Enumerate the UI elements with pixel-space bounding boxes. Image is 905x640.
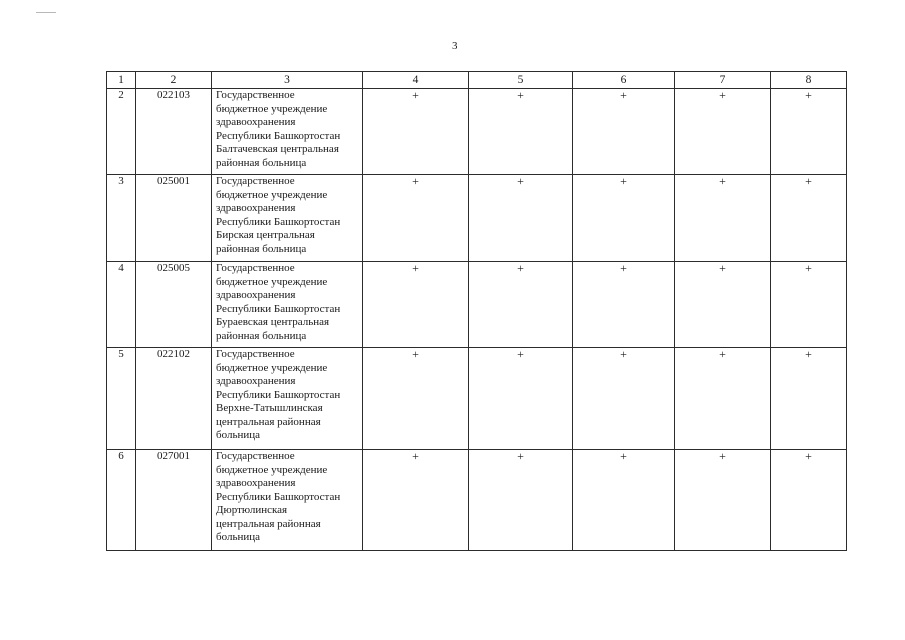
institution-name-line: центральная районная — [216, 517, 321, 530]
mark-cell: + — [771, 348, 847, 450]
column-number-header: 1 — [107, 72, 136, 89]
mark-cell: + — [363, 89, 469, 175]
column-number-row — [107, 72, 847, 89]
institution-name — [212, 89, 363, 175]
mark-cell: + — [675, 348, 771, 450]
institution-code: 025001 — [136, 175, 212, 262]
institution-name-line: бюджетное учреждение — [216, 463, 328, 476]
institution-name-line: Государственное — [216, 262, 295, 274]
institution-name-line: районная больница — [216, 156, 307, 169]
mark-cell: + — [675, 262, 771, 348]
institution-name-line: Республики Башкортостан — [216, 490, 341, 503]
institution-name-line: бюджетное учреждение — [216, 188, 328, 201]
table-row — [107, 348, 847, 450]
mark-cell: + — [771, 262, 847, 348]
table-row — [107, 262, 847, 348]
mark-cell: + — [469, 175, 573, 262]
institution-name-line: здравоохранения — [216, 202, 296, 214]
institution-code: 022103 — [136, 89, 212, 175]
institution-name — [212, 175, 363, 262]
row-number: 5 — [107, 348, 136, 450]
institution-name-line: здравоохранения — [216, 289, 296, 301]
table-row — [107, 89, 847, 175]
institution-name-line: Государственное — [216, 348, 295, 360]
institution-name-line: больница — [216, 531, 260, 543]
institution-name-line: Дюртюлинская — [216, 504, 288, 516]
institution-name-line: Республики Башкортостан — [216, 215, 341, 228]
column-number-header: 6 — [573, 72, 675, 89]
institution-name-line: здравоохранения — [216, 477, 296, 489]
column-number-header: 5 — [469, 72, 573, 89]
institution-name-line: Республики Башкортостан — [216, 129, 341, 142]
scan-corner-mark — [36, 12, 56, 13]
mark-cell: + — [675, 89, 771, 175]
mark-cell: + — [469, 450, 573, 551]
institution-name-line: Республики Башкортостан — [216, 302, 341, 315]
row-number: 3 — [107, 175, 136, 262]
institution-name-line: районная больница — [216, 329, 307, 342]
institution-name-line: Верхне-Татышлинская — [216, 402, 323, 414]
institution-name-line: бюджетное учреждение — [216, 275, 328, 288]
institution-code: 025005 — [136, 262, 212, 348]
institution-name-line: Государственное — [216, 89, 295, 101]
mark-cell: + — [573, 175, 675, 262]
page-number: 3 — [452, 40, 458, 52]
column-number-header: 4 — [363, 72, 469, 89]
institution-name-line: Республики Башкортостан — [216, 388, 341, 401]
institution-name-line: районная больница — [216, 242, 307, 255]
institutions-table — [106, 71, 847, 551]
mark-cell: + — [469, 262, 573, 348]
mark-cell: + — [771, 89, 847, 175]
column-number-header: 2 — [136, 72, 212, 89]
mark-cell: + — [573, 348, 675, 450]
institution-name-line: Бирская центральная — [216, 229, 315, 241]
institution-name-line: Балтачевская центральная — [216, 143, 339, 155]
row-number: 6 — [107, 450, 136, 551]
institution-name — [212, 348, 363, 450]
institution-name-line: Бураевская центральная — [216, 316, 330, 328]
mark-cell: + — [573, 89, 675, 175]
mark-cell: + — [771, 450, 847, 551]
institution-name-line: бюджетное учреждение — [216, 361, 328, 374]
mark-cell: + — [363, 175, 469, 262]
table-row — [107, 175, 847, 262]
institution-name-line: здравоохранения — [216, 375, 296, 387]
institution-code: 027001 — [136, 450, 212, 551]
institution-name-line: больница — [216, 429, 260, 441]
institution-name — [212, 262, 363, 348]
institution-name-line: Государственное — [216, 175, 295, 187]
row-number: 4 — [107, 262, 136, 348]
mark-cell: + — [363, 348, 469, 450]
institution-name-line: Государственное — [216, 450, 295, 462]
institution-name-line: бюджетное учреждение — [216, 102, 328, 115]
column-number-header: 8 — [771, 72, 847, 89]
mark-cell: + — [363, 450, 469, 551]
institution-name-line: здравоохранения — [216, 116, 296, 128]
mark-cell: + — [675, 175, 771, 262]
mark-cell: + — [573, 262, 675, 348]
mark-cell: + — [363, 262, 469, 348]
institution-name-line: центральная районная — [216, 415, 321, 428]
institution-name — [212, 450, 363, 551]
column-number-header: 7 — [675, 72, 771, 89]
mark-cell: + — [469, 348, 573, 450]
mark-cell: + — [771, 175, 847, 262]
mark-cell: + — [573, 450, 675, 551]
table-row — [107, 450, 847, 551]
mark-cell: + — [469, 89, 573, 175]
column-number-header: 3 — [212, 72, 363, 89]
mark-cell: + — [675, 450, 771, 551]
institution-code: 022102 — [136, 348, 212, 450]
row-number: 2 — [107, 89, 136, 175]
